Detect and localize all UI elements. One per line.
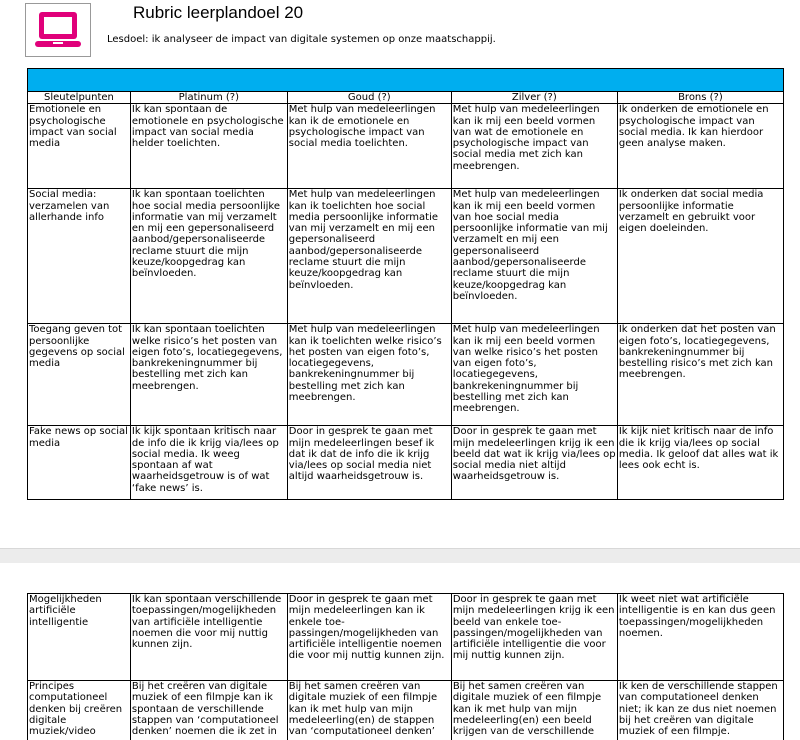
table-header xyxy=(28,92,784,104)
cell-zilver: Met hulp van medeleerlingen kan ik mij een beeld vormen van wat de emotionele en psychologische impact van social media met zich kan meebrengen. xyxy=(451,104,617,189)
cell-platinum: Ik kan spontaan toelichten welke risico’s het posten van eigen foto’s, locatiegegevens, bankrekeningnummer bij bestelling met zich kan meebrengen. xyxy=(130,324,287,426)
table-row xyxy=(28,189,784,324)
cell-brons: Ik kijk niet kritisch naar de info die ik krijg via/lees op social media. Ik geloof dat alles wat ik lees ook echt is. xyxy=(617,426,783,500)
header-sleutelpunten: Sleutelpunten xyxy=(28,92,131,104)
header-zilver: Zilver (?) xyxy=(451,92,617,104)
cell-sleutelpunt: Principes computationeel denken bij creëren digitale muziek/video xyxy=(28,681,131,740)
table-row xyxy=(28,681,784,740)
cell-goud: Met hulp van medeleerlingen kan ik toelichten welke risico’s het posten van eigen foto’s, locatiegegevens, bankrekeningnummer bij bestelling met zich kan meebrengen. xyxy=(287,324,451,426)
cell-platinum: Ik kijk spontaan kritisch naar de info die ik krijg via/lees op social media. Ik weeg spontaan af wat waarheidsgetrouw is of wat ‘fake news’ is. xyxy=(130,426,287,500)
table-row xyxy=(28,594,784,681)
cell-platinum: Bij het creëren van digitale muziek of een filmpje kan ik spontaan de verschillende stappen van ‘computationeel denken’ noemen die ik zet in xyxy=(130,681,287,740)
logo xyxy=(25,3,91,57)
cell-brons: Ik weet niet wat artificiële intelligentie is en kan dus geen toepassingen/mogelijkheden noemen. xyxy=(617,594,783,681)
cell-sleutelpunt: Mogelijkheden artificiële intelligentie xyxy=(28,594,131,681)
cell-zilver: Door in gesprek te gaan met mijn medeleerlingen krijg ik een beeld dat wat ik krijg via/lees op social media niet altijd waarheidsgetrouw is. xyxy=(451,426,617,500)
rubric-table xyxy=(27,68,784,500)
cell-brons: Ik onderken dat social media persoonlijke informatie verzamelt en gebruikt voor eigen doeleinden. xyxy=(617,189,783,324)
header-goud: Goud (?) xyxy=(287,92,451,104)
cell-sleutelpunt: Toegang geven tot persoonlijke gegevens op social media xyxy=(28,324,131,426)
cell-goud: Met hulp van medeleerlingen kan ik toelichten hoe social media persoonlijke informatie van mij verzamelt en mij een gepersonaliseerd aanbod/gepersonaliseerde reclame stuurt die mijn keuze/koopgedrag kan beïnvloeden. xyxy=(287,189,451,324)
table-row xyxy=(28,426,784,500)
cell-goud: Bij het samen creëren van digitale muziek of een filmpje kan ik met hulp van mijn medeleerling(en) de stappen van ‘computationeel denken’ xyxy=(287,681,451,740)
cell-zilver: Door in gesprek te gaan met mijn medeleerlingen krijg ik een beeld van enkele toe-passingen/mogelijkheden van artificiële intelligentie die voor mij nuttig kunnen zijn. xyxy=(451,594,617,681)
cell-zilver: Bij het samen creëren van digitale muziek of een filmpje kan ik met hulp van mijn medeleerling(en) een beeld krijgen van de verschillende xyxy=(451,681,617,740)
cell-sleutelpunt: Fake news op social media xyxy=(28,426,131,500)
cell-sleutelpunt: Social media: verzamelen van allerhande info xyxy=(28,189,131,324)
cell-platinum: Ik kan spontaan de emotionele en psychologische impact van social media helder toelichten. xyxy=(130,104,287,189)
page-2 xyxy=(0,563,800,740)
cell-goud: Door in gesprek te gaan met mijn medeleerlingen kan ik enkele toe-passingen/mogelijkheden van artificiële intelligentie noemen die voor mij nuttig kunnen zijn. xyxy=(287,594,451,681)
cell-platinum: Ik kan spontaan toelichten hoe social media persoonlijke informatie van mij verzamelt en mij een gepersonaliseerd aanbod/gepersonaliseerde reclame stuurt die mijn keuze/koopgedrag kan beïnvloeden. xyxy=(130,189,287,324)
cell-goud: Met hulp van medeleerlingen kan ik de emotionele en psychologische impact van social media toelichten. xyxy=(287,104,451,189)
page-title: Rubric leerplandoel 20 xyxy=(133,3,304,22)
cell-sleutelpunt: Emotionele en psychologische impact van social media xyxy=(28,104,131,189)
rubric-table-continued xyxy=(27,593,784,740)
header-platinum: Platinum (?) xyxy=(130,92,287,104)
table-banner xyxy=(28,69,784,92)
cell-brons: Ik onderken de emotionele en psychologische impact van social media. Ik kan hierdoor geen analyse maken. xyxy=(617,104,783,189)
cell-platinum: Ik kan spontaan verschillende toepassingen/mogelijkheden van artificiële intelligentie noemen die voor mij nuttig kunnen zijn. xyxy=(130,594,287,681)
laptop-icon xyxy=(35,10,81,50)
cell-zilver: Met hulp van medeleerlingen kan ik mij een beeld vormen van welke risico’s het posten van eigen foto’s, locatiegegevens, bankrekeningnummer bij bestelling met zich kan meebrengen. xyxy=(451,324,617,426)
lesdoel-text: Lesdoel: ik analyseer de impact van digitale systemen op onze maatschappij. xyxy=(107,34,496,45)
cell-brons: Ik ken de verschillende stappen van computationeel denken niet; ik kan ze dus niet noemen bij het creëren van digitale muziek of een filmpje. xyxy=(617,681,783,740)
page-gap xyxy=(0,548,800,564)
cell-zilver: Met hulp van medeleerlingen kan ik mij een beeld vormen van hoe social media persoonlijke informatie van mij verzamelt en mij een gepersonaliseerd aanbod/gepersonaliseerde reclame stuurt die mijn keuze/koopgedrag kan beïnvloeden. xyxy=(451,189,617,324)
cell-brons: Ik onderken dat het posten van eigen foto’s, locatiegegevens, bankrekeningnummer bij bestelling risico’s met zich kan meebrengen. xyxy=(617,324,783,426)
header-brons: Brons (?) xyxy=(617,92,783,104)
table-row xyxy=(28,104,784,189)
cell-goud: Door in gesprek te gaan met mijn medeleerlingen besef ik dat ik dat de info die ik krijg via/lees op social media niet altijd waarheidsgetrouw is. xyxy=(287,426,451,500)
table-row xyxy=(28,324,784,426)
